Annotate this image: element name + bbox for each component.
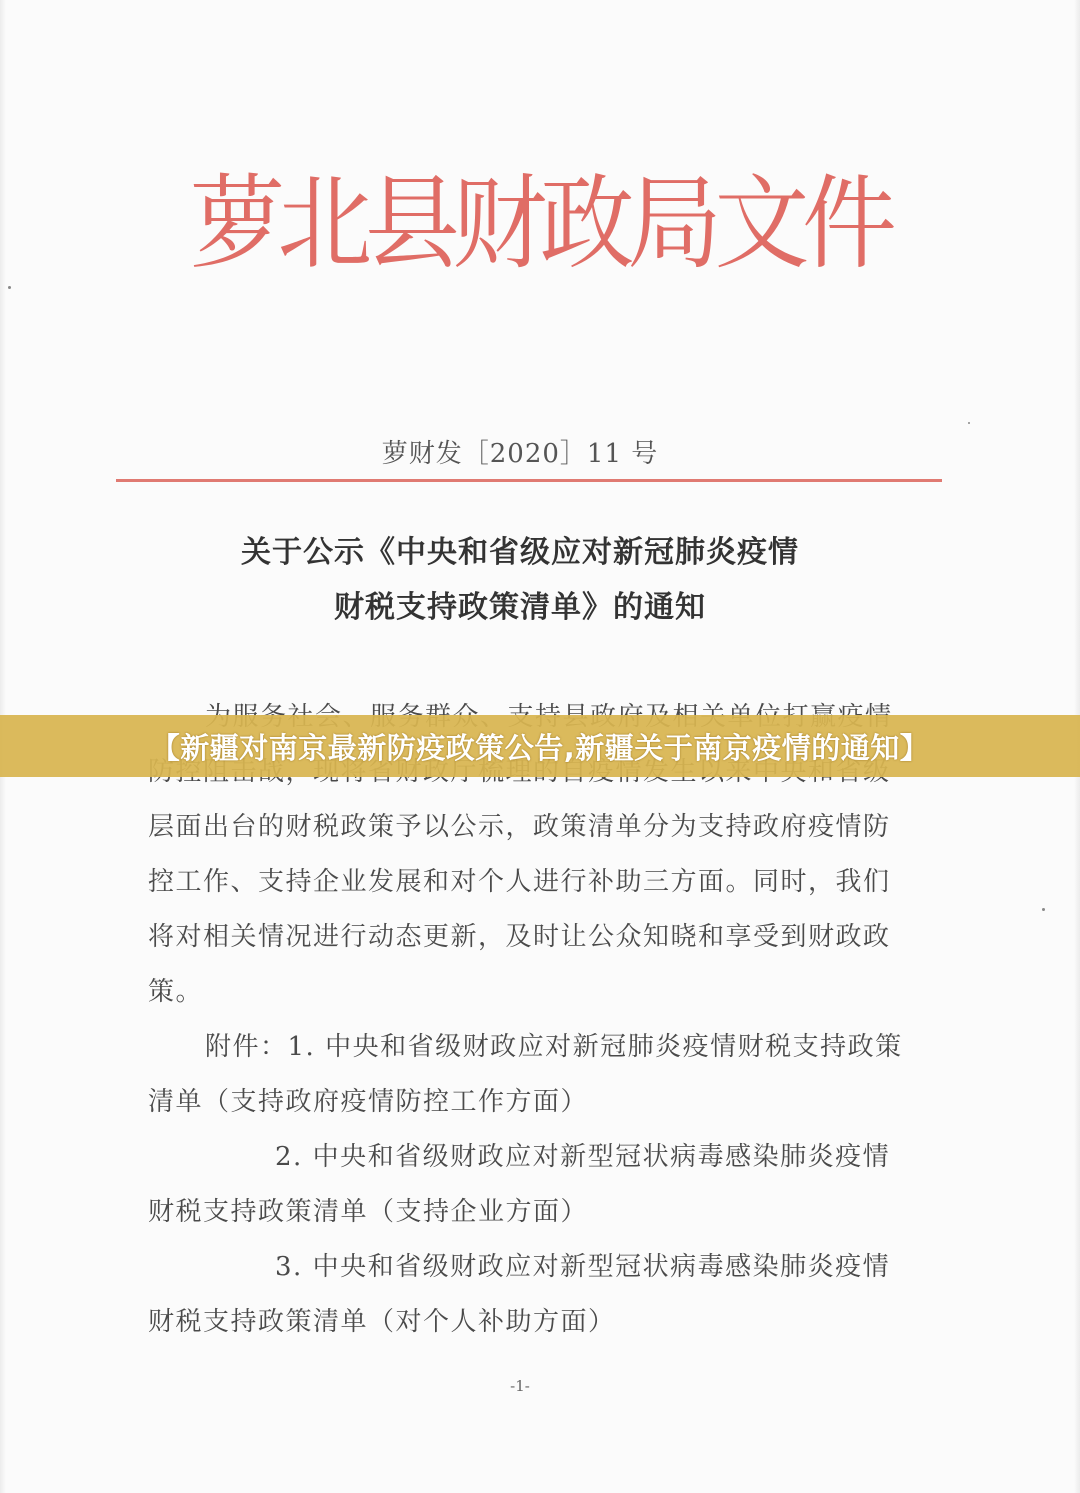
- body-line-4: 控工作、支持企业发展和对个人进行补助三方面。同时，我们: [148, 867, 891, 897]
- attachment-line-3: 2. 中央和省级财政应对新型冠状病毒感染肺炎疫情: [275, 1142, 891, 1172]
- notice-title-line-1: 关于公示《中央和省级应对新冠肺炎疫情: [241, 535, 799, 570]
- page-number: -1-: [510, 1377, 530, 1395]
- attachment-line-5: 3. 中央和省级财政应对新型冠状病毒感染肺炎疫情: [275, 1252, 891, 1282]
- attachment-line-2: 清单（支持政府疫情防控工作方面）: [148, 1087, 589, 1117]
- notice-title-line-2: 财税支持政策清单》的通知: [334, 590, 706, 625]
- banner-title-text: 【新疆对南京最新防疫政策公告,新疆关于南京疫情的通知】: [150, 730, 930, 765]
- body-line-6: 策。: [148, 977, 204, 1007]
- attachment-line-1: 附件：1. 中央和省级财政应对新冠肺炎疫情财税支持政策: [205, 1032, 903, 1062]
- scan-speck: [968, 422, 970, 424]
- attachment-line-4: 财税支持政策清单（支持企业方面）: [148, 1197, 589, 1227]
- scan-speck: [1042, 908, 1045, 911]
- document-number: 萝财发［2020］11 号: [381, 439, 659, 469]
- header-red-rule: [116, 479, 942, 482]
- overlay-title-banner: [0, 715, 1080, 777]
- body-line-3: 层面出台的财税政策予以公示，政策清单分为支持政府疫情防: [148, 812, 891, 842]
- document-header-title: 萝北县财政局文件: [190, 165, 890, 284]
- body-line-5: 将对相关情况进行动态更新，及时让公众知晓和享受到财政政: [148, 922, 891, 952]
- attachment-line-6: 财税支持政策清单（对个人补助方面）: [148, 1307, 616, 1337]
- scan-speck: [8, 286, 11, 289]
